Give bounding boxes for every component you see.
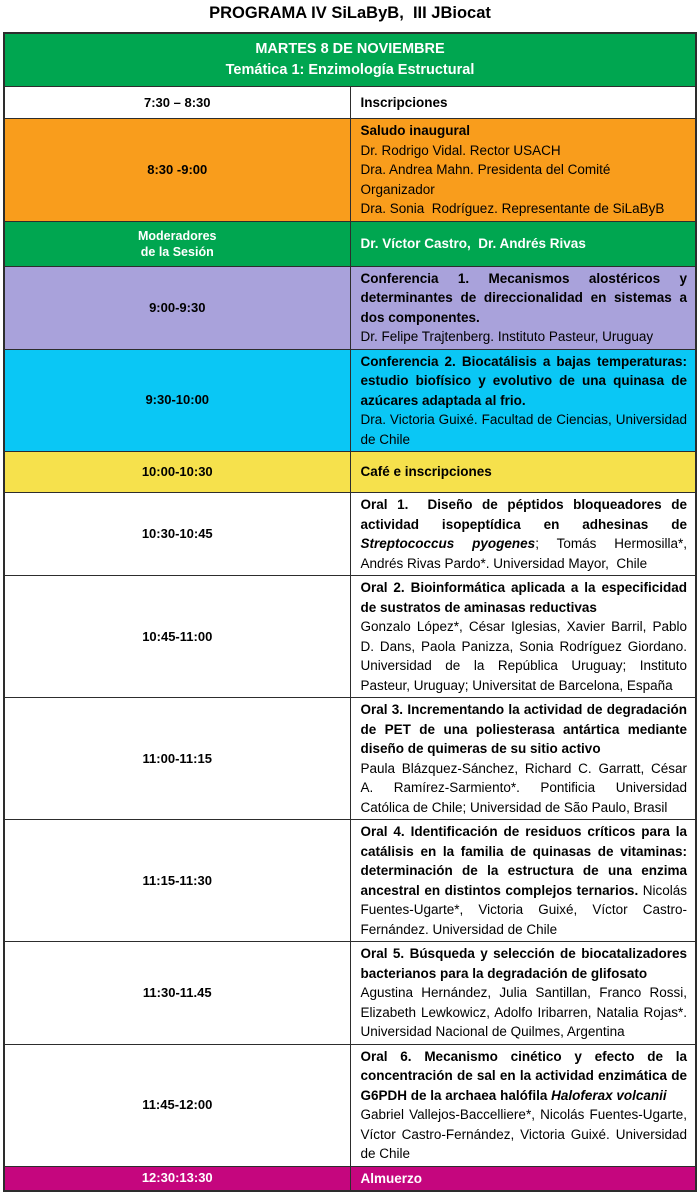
table-row xyxy=(4,493,696,576)
session-paragraph xyxy=(360,944,691,983)
content-cell xyxy=(350,820,696,942)
table-row xyxy=(4,349,696,452)
time-label-line: Moderadores xyxy=(138,228,217,243)
session-paragraph xyxy=(361,93,688,113)
table-row xyxy=(4,221,696,266)
text-segment: Oral 2. Bioinformática aplicada a la especificidad de sustratos de aminasas reductivas xyxy=(360,580,691,615)
session-paragraph xyxy=(360,700,691,759)
time-cell: 7:30 – 8:30 xyxy=(4,87,350,119)
time-cell: 10:45-11:00 xyxy=(4,576,350,698)
text-segment: Oral 1. Diseño de péptidos bloqueadores de actividad isopeptídica en adhesinas de xyxy=(360,497,691,532)
text-segment: Nicolás Fuentes-Ugarte*, Victoria Guixé, Víctor Castro-Fernández. Universidad de Chile xyxy=(360,882,691,937)
session-paragraph xyxy=(361,462,688,482)
text-segment: Oral 3. Incrementando la actividad de degradación de PET de una poliesterasa antártica mediante diseño de quimeras de su sitio activo xyxy=(360,702,691,756)
table-row xyxy=(4,820,696,942)
session-paragraph xyxy=(360,759,691,818)
text-segment: Haloferax volcanii xyxy=(551,1087,667,1103)
session-paragraph xyxy=(361,141,688,161)
content-cell xyxy=(350,119,696,222)
time-cell: 11:00-11:15 xyxy=(4,698,350,820)
session-paragraph xyxy=(360,1105,691,1164)
text-segment: Dra. Sonia Rodríguez. Representante de SiLaByB xyxy=(360,201,665,216)
session-paragraph xyxy=(360,495,695,573)
text-segment: Conferencia 2. Biocatálisis a bajas temperaturas: estudio biofísico y evolutivo de una quinasa de azúcares adaptada al frio. xyxy=(360,353,691,408)
session-paragraph xyxy=(361,121,688,141)
table-row xyxy=(4,119,696,222)
table-row xyxy=(4,1166,696,1191)
text-segment: Dra. Andrea Mahn. Presidenta del Comité Organizador xyxy=(360,162,615,197)
time-cell xyxy=(4,221,350,266)
header-date: MARTES 8 DE NOVIEMBRE xyxy=(255,41,445,57)
session-paragraph xyxy=(361,234,688,254)
time-cell: 9:00-9:30 xyxy=(4,266,350,349)
session-paragraph xyxy=(361,1169,688,1189)
time-cell: 10:00-10:30 xyxy=(4,452,350,493)
table-row xyxy=(4,698,696,820)
content-cell xyxy=(350,266,696,349)
text-segment: Gonzalo López*, César Iglesias, Xavier Barril, Pablo D. Dans, Paola Panizza, Sonia Rodríguez Giordano. Universidad de la República Uruguay; Instituto Pasteur, Uruguay; Universitat de Barcelona, España xyxy=(360,619,691,693)
content-cell xyxy=(350,942,696,1045)
content-cell xyxy=(350,221,696,266)
session-paragraph xyxy=(360,269,691,328)
table-row xyxy=(4,266,696,349)
content-cell xyxy=(350,349,696,452)
text-segment: Oral 6. Mecanismo cinético y efecto de la concentración de sal en la actividad enzimática de G6PDH de la archaea halófila xyxy=(360,1048,691,1103)
text-segment: Gabriel Vallejos-Baccelliere*, Nicolás Fuentes-Ugarte, Víctor Castro-Fernández, Victoria Guixé. Universidad de Chile xyxy=(360,1107,691,1161)
content-cell xyxy=(350,87,696,119)
time-cell: 9:30-10:00 xyxy=(4,349,350,452)
text-segment: Dr. Felipe Trajtenberg. Instituto Pasteur, Uruguay xyxy=(360,329,654,344)
text-segment: ; Tomás Hermosilla*, Andrés Rivas Pardo*. Universidad Mayor, Chile xyxy=(360,536,695,571)
table-row xyxy=(4,1044,696,1166)
text-segment: Saludo inaugural xyxy=(360,123,471,138)
text-segment: Agustina Hernández, Julia Santillan, Franco Rossi, Elizabeth Lewkowicz, Adolfo Iribarren, Natalia Rojas*. Universidad Nacional de Quilmes, Argentina xyxy=(360,985,691,1039)
session-paragraph xyxy=(361,199,688,219)
text-segment: Conferencia 1. Mecanismos alostéricos y determinantes de direccionalidad en sistemas a dos componentes. xyxy=(360,270,691,325)
session-paragraph xyxy=(360,410,691,449)
program-table xyxy=(3,32,697,1192)
time-cell: 10:30-10:45 xyxy=(4,493,350,576)
session-paragraph xyxy=(360,352,691,411)
time-label-line: de la Sesión xyxy=(140,244,214,259)
text-segment: Dr. Víctor Castro, Dr. Andrés Rivas xyxy=(360,235,586,251)
content-cell xyxy=(350,1166,696,1191)
text-segment: Inscripciones xyxy=(360,94,448,110)
text-segment: Paula Blázquez-Sánchez, Richard C. Garratt, César A. Ramírez-Sarmiento*. Pontificia Universidad Católica de Chile; Universidad de São Paulo, Brasil xyxy=(360,760,691,815)
table-header-row xyxy=(4,33,696,87)
text-segment: Dra. Victoria Guixé. Facultad de Ciencias, Universidad de Chile xyxy=(360,412,691,447)
session-paragraph xyxy=(360,1047,691,1106)
header-theme: Temática 1: Enzimología Estructural xyxy=(225,62,475,78)
text-segment: Café e inscripciones xyxy=(360,464,492,480)
content-cell xyxy=(350,576,696,698)
session-paragraph xyxy=(360,617,691,695)
table-row xyxy=(4,576,696,698)
content-cell xyxy=(350,452,696,493)
time-cell: 11:15-11:30 xyxy=(4,820,350,942)
session-paragraph xyxy=(360,983,691,1042)
time-cell: 11:45-12:00 xyxy=(4,1044,350,1166)
text-segment: Dr. Rodrigo Vidal. Rector USACH xyxy=(360,142,561,158)
text-segment: Oral 5. Búsqueda y selección de biocatalizadores bacterianos para la degradación de glifosato xyxy=(360,946,691,981)
time-cell: 12:30:13:30 xyxy=(4,1166,350,1191)
text-segment: Almuerzo xyxy=(360,1170,423,1186)
text-segment: Streptococcus pyogenes xyxy=(360,536,536,551)
session-paragraph xyxy=(361,327,688,347)
content-cell xyxy=(350,1044,696,1166)
content-cell xyxy=(350,493,696,576)
page-title: PROGRAMA IV SiLaByB, III JBiocat xyxy=(209,4,491,22)
table-row xyxy=(4,942,696,1045)
session-paragraph xyxy=(360,822,691,939)
content-cell xyxy=(350,698,696,820)
session-paragraph xyxy=(360,578,691,617)
table-row xyxy=(4,452,696,493)
text-segment: Oral 4. Identificación de residuos críticos para la catálisis en la familia de quinasas de vitaminas: determinación de la estructura de una enzima ancestral en distintos complejos ternarios. xyxy=(360,824,691,898)
table-row xyxy=(4,87,696,119)
time-cell: 8:30 -9:00 xyxy=(4,119,350,222)
session-paragraph xyxy=(361,160,688,199)
session-header-cell xyxy=(4,33,696,87)
table-body xyxy=(4,87,696,1192)
time-cell: 11:30-11.45 xyxy=(4,942,350,1045)
